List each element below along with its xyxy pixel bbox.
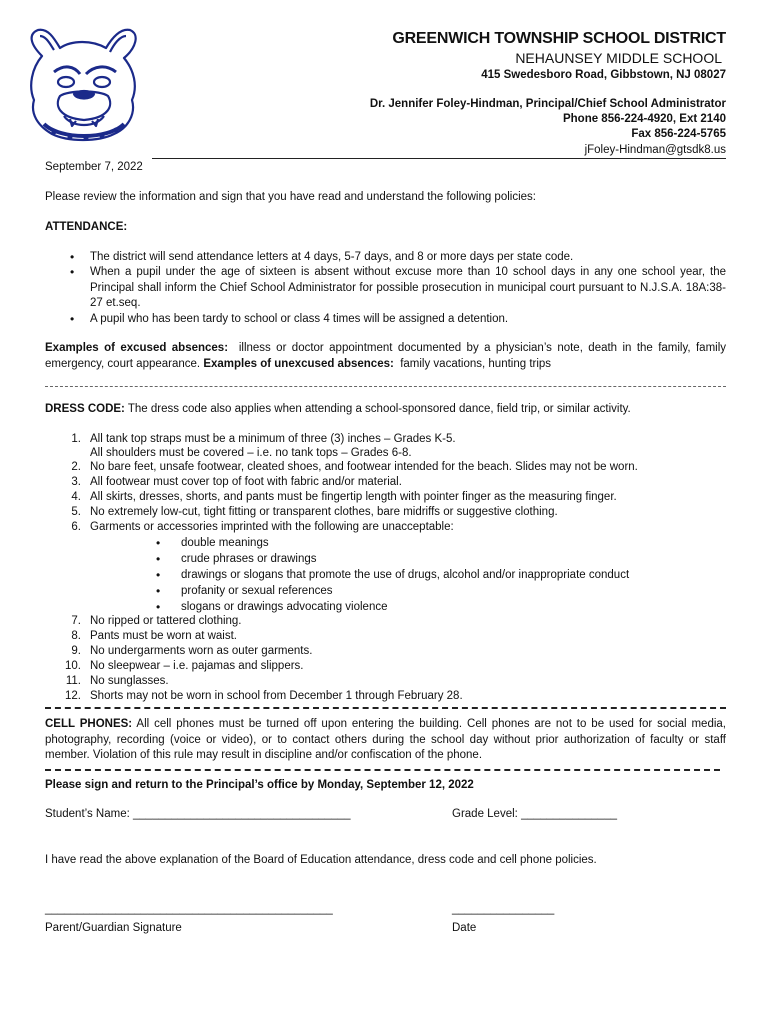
sub-list-item: slogans or drawings advocating violence [181,601,388,613]
dress-code-heading: DRESS CODE: [45,403,125,415]
list-item: Pants must be worn at waist. [90,630,238,642]
phone-number: Phone 856-224-4920, Ext 2140 [562,113,726,125]
email-address: jFoley-Hindman@gtsdk8.us [584,144,726,156]
principal-name: Dr. Jennifer Foley-Hindman, Principal/Chief School Administrator [369,98,726,110]
bullet-icon: • [70,250,75,264]
cell-phones-text: All cell phones must be turned off upon entering the building. Cell phones are not to be used for social media, photography, recording (voice or video), or to contact others during the school day without prior authorization of faculty or staff member. Violation of this rule may result in discipline and/or confiscation of the phone. [45,718,726,761]
list-number: 3. [71,476,81,488]
list-number: 1. [71,433,81,445]
sub-list-item: crude phrases or drawings [181,553,317,565]
section-divider [45,769,720,771]
list-item: No ripped or tattered clothing. [90,615,242,627]
school-name: NEHAUNSEY MIDDLE SCHOOL [515,50,722,66]
absence-examples [45,341,726,372]
header-divider [152,158,726,159]
cell-phones-heading: CELL PHONES: [45,718,133,730]
list-item: Shorts may not be worn in school from December 1 through February 28. [90,690,463,702]
dress-code-intro [45,402,726,418]
date-blank[interactable]: ________________ [452,903,555,915]
unexcused-label: Examples of unexcused absences: [203,357,394,370]
excused-text: illness or doctor appointment documented by a physician’s note, death in the family, family emergency, court appearance. [45,342,727,370]
list-number: 12. [65,690,81,702]
bullet-icon: • [70,265,75,279]
letter-date: September 7, 2022 [45,161,143,173]
sub-list-item: drawings or slogans that promote the use of drugs, alcohol and/or inappropriate conduct [181,569,630,581]
acknowledgement-text: I have read the above explanation of the Board of Education attendance, dress code and cell phone policies. [45,854,597,866]
bullet-icon: • [156,552,161,566]
grade-level-field[interactable] [452,807,617,823]
bullet-icon: • [156,536,161,550]
section-divider [45,386,726,388]
bullet-icon: • [156,584,161,598]
list-number: 4. [71,491,81,503]
sub-list-item: profanity or sexual references [181,585,333,597]
list-item: Garments or accessories imprinted with the following are unacceptable: [90,521,454,533]
bullet-icon: • [156,600,161,614]
attendance-bullet: A pupil who has been tardy to school or class 4 times will be assigned a detention. [90,313,509,325]
school-address: 415 Swedesboro Road, Gibbstown, NJ 08027 [481,69,726,81]
list-number: 2. [71,461,81,473]
signature-blank[interactable]: _____________________________________________ [45,903,333,915]
list-item: All shoulders must be covered – i.e. no tank tops – Grades 6-8. [90,447,412,459]
bullet-icon: • [70,312,75,326]
district-name: GREENWICH TOWNSHIP SCHOOL DISTRICT [392,30,726,47]
attendance-bullet: The district will send attendance letters at 4 days, 5-7 days, and 8 or more days per state code. [90,251,574,263]
list-item: No undergarments worn as outer garments. [90,645,313,657]
cell-phone-policy [45,717,726,764]
dress-code-intro-text: The dress code also applies when attending a school-sponsored dance, field trip, or similar activity. [127,403,631,415]
return-note: Please sign and return to the Principal’s office by Monday, September 12, 2022 [45,779,474,791]
sub-list-item: double meanings [181,537,269,549]
list-number: 11. [65,675,81,687]
list-number: 10. [65,660,81,672]
list-number: 5. [71,506,81,518]
fax-number: Fax 856-224-5765 [631,128,726,140]
list-item: No extremely low-cut, tight fitting or transparent clothes, bare midriffs or suggestive clothing. [90,506,558,518]
list-item: All footwear must cover top of foot with fabric and/or material. [90,476,402,488]
student-name-label: Student’s Name: [45,808,130,820]
student-name-field[interactable] [45,807,350,823]
list-item: No bare feet, unsafe footwear, cleated shoes, and footwear intended for the beach. Slides may not be worn. [90,461,638,473]
grade-level-label: Grade Level: [452,808,518,820]
student-name-blank[interactable]: __________________________________ [133,808,351,820]
signature-label: Parent/Guardian Signature [45,922,182,934]
grade-level-blank[interactable]: _______________ [521,808,617,820]
list-number: 7. [71,615,81,627]
excused-label: Examples of excused absences: [45,342,229,354]
attendance-bullet: When a pupil under the age of sixteen is absent without excuse more than 10 school days in any one school year, the Principal shall inform the Chief School Administrator for possible prosecution in municipal court pursuant to N.J.S.A. 18A:38-27 et.seq. [90,266,726,309]
list-number: 8. [71,630,81,642]
list-number: 9. [71,645,81,657]
bullet-icon: • [156,568,161,582]
unexcused-text: family vacations, hunting trips [400,357,552,370]
date-label: Date [452,922,477,934]
list-item: All skirts, dresses, shorts, and pants must be fingertip length with pointer finger as the measuring finger. [90,491,617,503]
list-item: No sunglasses. [90,675,169,687]
attendance-heading: ATTENDANCE: [45,221,128,233]
section-divider [45,707,726,709]
list-item: All tank top straps must be a minimum of three (3) inches – Grades K-5. [90,433,456,445]
bulldog-logo [20,26,144,144]
list-number: 6. [71,521,81,533]
list-item: No sleepwear – i.e. pajamas and slippers. [90,660,304,672]
intro-text: Please review the information and sign that you have read and understand the following policies: [45,191,536,203]
